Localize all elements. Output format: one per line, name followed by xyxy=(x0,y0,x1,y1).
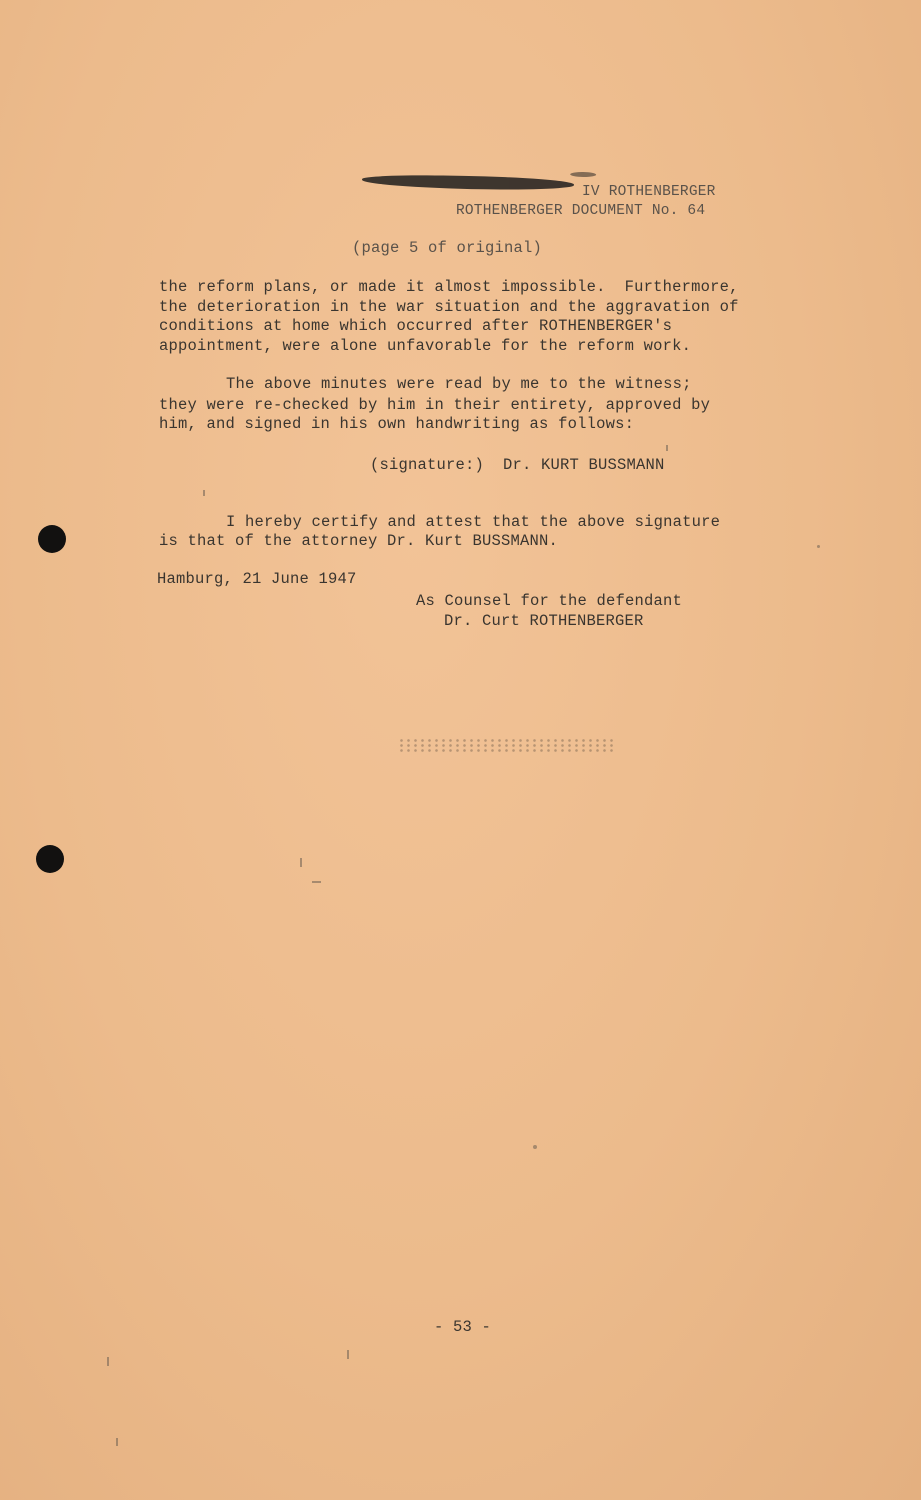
punch-hole-bottom xyxy=(36,845,64,873)
paper-speck xyxy=(107,1357,109,1366)
paragraph-1-line-1: the reform plans, or made it almost impossible. Furthermore, xyxy=(159,278,739,296)
paragraph-2-line-1: The above minutes were read by me to the witness; xyxy=(226,375,692,393)
paper-speck xyxy=(312,881,321,883)
counsel-line-2: Dr. Curt ROTHENBERGER xyxy=(444,612,644,630)
paper-speck xyxy=(203,490,205,496)
paper-speck xyxy=(300,858,302,867)
page-number: - 53 - xyxy=(434,1318,492,1336)
punch-hole-top xyxy=(38,525,66,553)
paragraph-1-line-3: conditions at home which occurred after ROTHENBERGER's xyxy=(159,317,673,335)
header-line-2: ROTHENBERGER DOCUMENT No. 64 xyxy=(456,203,706,219)
paper-speck xyxy=(533,1145,537,1149)
paragraph-2-line-3: him, and signed in his own handwriting as follows: xyxy=(159,415,635,433)
paragraph-3-line-2: is that of the attorney Dr. Kurt BUSSMANN. xyxy=(159,532,559,550)
place-and-date: Hamburg, 21 June 1947 xyxy=(157,570,357,588)
counsel-line-1: As Counsel for the defendant xyxy=(416,592,683,610)
paragraph-1-line-2: the deterioration in the war situation and the aggravation of xyxy=(159,298,739,316)
paper-speck xyxy=(817,545,820,548)
signature-line: (signature:) Dr. KURT BUSSMANN xyxy=(370,456,665,474)
ink-smudge xyxy=(398,738,613,754)
struck-out-text-mark xyxy=(362,174,574,191)
paragraph-2-line-2: they were re-checked by him in their entirety, approved by xyxy=(159,396,711,414)
paper-speck xyxy=(116,1438,118,1446)
header-line-1: IV ROTHENBERGER xyxy=(582,184,716,200)
paper-speck xyxy=(347,1350,349,1359)
paragraph-3-line-1: I hereby certify and attest that the above signature xyxy=(226,513,721,531)
page-of-original-note: (page 5 of original) xyxy=(352,239,543,257)
paper-speck xyxy=(666,445,668,451)
paragraph-1-line-4: appointment, were alone unfavorable for the reform work. xyxy=(159,337,692,355)
